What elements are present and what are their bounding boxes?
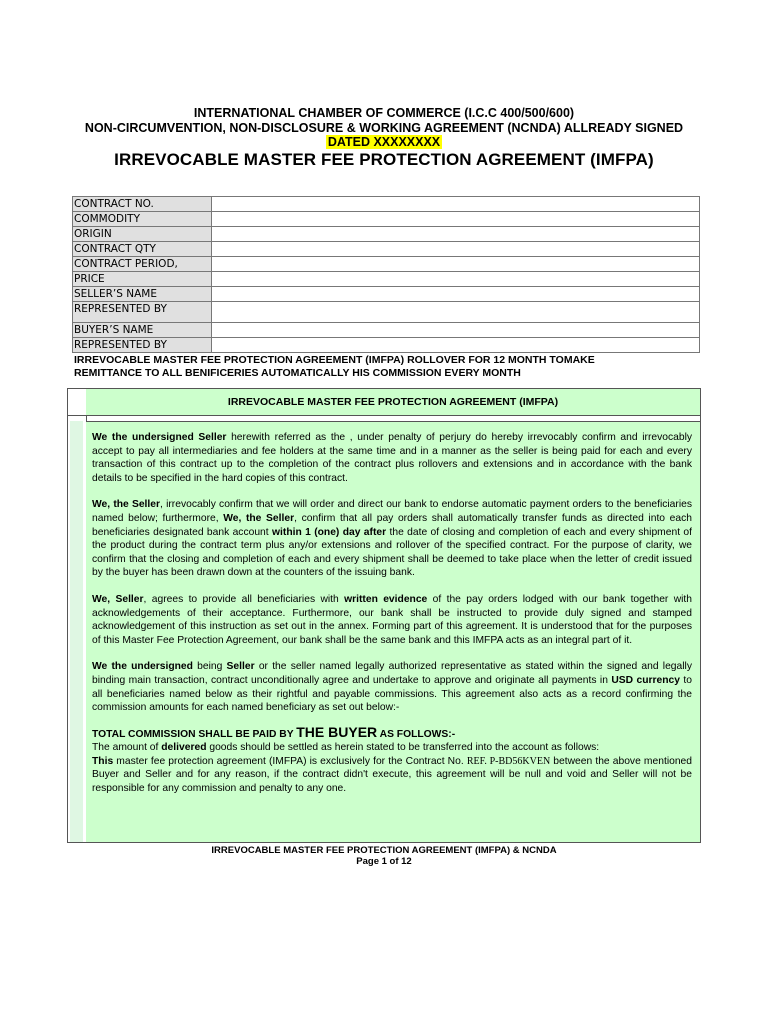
page-number: Page 1 of 12 xyxy=(356,856,412,867)
field-value[interactable] xyxy=(212,272,700,287)
field-value[interactable] xyxy=(212,257,700,272)
side-column-bar xyxy=(70,421,83,842)
side-column-header xyxy=(68,389,86,416)
paragraph: We the undersigned being Seller or the seller named legally authorized representative as stated within the signed and legally binding main transaction, contract unconditionally agree and undertake to approve and originate all payments in USD currency to all beneficiaries named below as their rightful and payable commissions. This agreement also acts as a record confirming the commission amounts for each named beneficiary as set out below:- xyxy=(92,661,692,714)
paragraph: The amount of delivered goods should be settled as herein stated to be transferred into the account as follows: xyxy=(92,742,600,754)
field-value[interactable] xyxy=(212,197,700,212)
table-row xyxy=(73,302,700,323)
field-label: COMMODITY xyxy=(73,212,212,227)
field-label: ORIGIN xyxy=(73,227,212,242)
imfpa-box-body xyxy=(86,421,700,842)
imfpa-box-title: IRREVOCABLE MASTER FEE PROTECTION AGREEMENT (IMFPA) xyxy=(86,389,700,416)
field-label: CONTRACT QTY xyxy=(73,242,212,257)
header-dated xyxy=(0,135,768,149)
contract-reference: REF. P-BD56KVEN xyxy=(466,755,551,767)
paragraph: This master fee protection agreement (IMFPA) is exclusively for the Contract No. REF. P-BD56KVEN between the above mentioned Buyer and Seller and for any reason, if the contract didn't execute, this agreement will be null and void and Seller will not be responsible for any commission and penalty to any one. xyxy=(92,755,693,795)
field-value[interactable] xyxy=(212,302,700,323)
table-row xyxy=(73,257,700,272)
table-row xyxy=(73,323,700,338)
field-label: PRICE xyxy=(73,272,212,287)
rollover-notice xyxy=(74,354,714,380)
field-value[interactable] xyxy=(212,287,700,302)
document-title: IRREVOCABLE MASTER FEE PROTECTION AGREEMENT (IMFPA) xyxy=(114,150,654,169)
table-row xyxy=(73,338,700,353)
contract-details-table xyxy=(72,196,700,353)
imfpa-box xyxy=(67,388,701,843)
table-row xyxy=(73,227,700,242)
field-label: CONTRACT NO. xyxy=(73,197,212,212)
field-label: REPRESENTED BY xyxy=(73,338,212,353)
field-label: SELLER’S NAME xyxy=(73,287,212,302)
field-label: BUYER’S NAME xyxy=(73,323,212,338)
rollover-line: IRREVOCABLE MASTER FEE PROTECTION AGREEMENT (IMFPA) ROLLOVER FOR 12 MONTH TOMAKE xyxy=(74,354,595,366)
table-row xyxy=(73,197,700,212)
paragraph: We the undersigned Seller herewith referred as the , under penalty of perjury do hereby irrevocably confirm and irrevocably accept to pay all intermediaries and fee holders at the same time and in a manner as the seller is being paid for each and every transaction of this contract up to the completion of the contract plus rollovers and extensions and in accordance with the bank details to be specified in the hard copies of this contract. xyxy=(92,432,693,484)
header-line-ncnda: NON-CIRCUMVENTION, NON-DISCLOSURE & WORKING AGREEMENT (NCNDA) ALLREADY SIGNED xyxy=(84,121,684,135)
paragraph: We, Seller, agrees to provide all beneficiaries with written evidence of the pay orders lodged with our bank together with acknowledgements of their acceptance. Furthermore, our bank shall be instructed to provide duly signed and stamped acknowledgement of this instruction as set out in the annex. Forming part of this agreement. It is understood that for the purposes of this Master Fee Protection Agreement, our bank shall be the same bank and this IMFPA acts as an integral part of it. xyxy=(92,593,693,646)
field-value[interactable] xyxy=(212,323,700,338)
side-column xyxy=(68,389,87,842)
field-value[interactable] xyxy=(212,227,700,242)
footer-title: IRREVOCABLE MASTER FEE PROTECTION AGREEMENT (IMFPA) & NCNDA xyxy=(211,845,557,856)
field-label: CONTRACT PERIOD, xyxy=(73,257,212,272)
table-row xyxy=(73,242,700,257)
table-row xyxy=(73,212,700,227)
table-row xyxy=(73,287,700,302)
dated-highlight: DATED XXXXXXXX xyxy=(327,135,441,149)
field-value[interactable] xyxy=(212,338,700,353)
field-value[interactable] xyxy=(212,212,700,227)
rollover-line: REMITTANCE TO ALL BENIFICERIES AUTOMATICALLY HIS COMMISSION EVERY MONTH xyxy=(74,367,521,379)
table-row xyxy=(73,272,700,287)
field-label: REPRESENTED BY xyxy=(73,302,212,323)
commission-heading: TOTAL COMMISSION SHALL BE PAID BY THE BUYER AS FOLLOWS:- xyxy=(92,723,456,740)
paragraph: We, the Seller, irrevocably confirm that we will order and direct our bank to endorse automatic payment orders to the beneficiaries named below; furthermore, We, the Seller, confirm that all pay orders shall automatically transfer funds as directed into each beneficiaries designated bank account within 1 (one) day after the date of closing and completion of each and every shipment of the product during the contract term plus any/or extensions and rollover of the specified contract. For the purpose of clarity, we confirm that the closing and completion of each and every shipment shall be deemed to take place when the letter of credit issued by the buyer has been drawn down at the counters of the issuing bank. xyxy=(92,499,693,579)
field-value[interactable] xyxy=(212,242,700,257)
header-line-icc: INTERNATIONAL CHAMBER OF COMMERCE (I.C.C 400/500/600) xyxy=(193,106,575,120)
